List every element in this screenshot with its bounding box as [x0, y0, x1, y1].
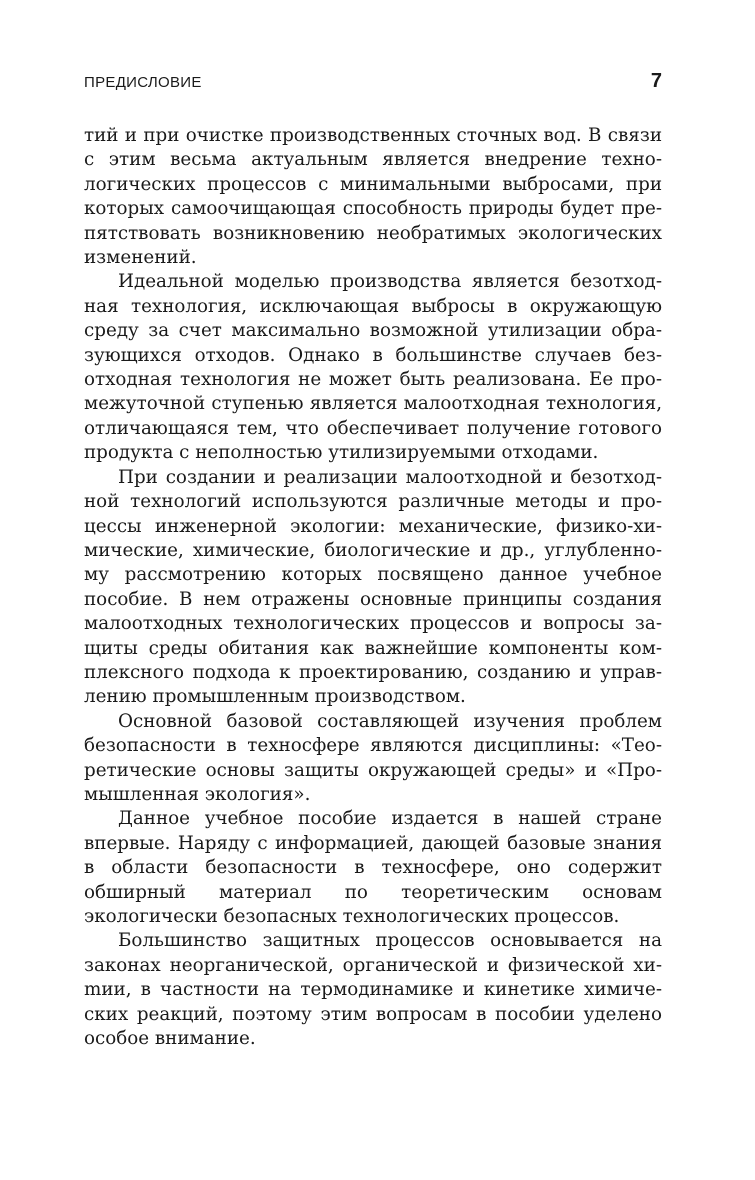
- paragraph: При создании и реализации малоотходной и безотходной технологий используются различные методы и процессы инженерной экологии: механические, физико-химические, химические, биологические и др., углубленному рассмотрению которых посвящено данное учебное пособие. В нем отражены основные принципы создания малоотходных технологических процессов и вопросы защиты среды обитания как важнейшие компоненты комплексного подхода к проектированию, созданию и управлению промышленным производством.: [84, 466, 662, 708]
- body-text: [84, 124, 662, 1051]
- paragraph: Большинство защитных процессов основывается на законах неорганической, органической и физической хиmии, в частности на термодинамике и кинетике химических реакций, поэтому этим вопросам в пособии уделено особое внимание.: [84, 930, 662, 1050]
- paragraph: тий и при очистке производственных сточных вод. В связи с этим весьма актуальным является внедрение технологических процессов с минимальными выбросами, при которых самоочищающая способность природы будет препятствовать возникновению необратимых экологических изменений.: [84, 125, 662, 269]
- page-header: [84, 72, 662, 96]
- paragraph: Идеальной моделью производства является безотходная технология, исключающая выбросы в окружающую среду за счет максимально возможной утилизации образующихся отходов. Однако в большинстве случаев безотходная технология не может быть реализована. Ее промежуточной ступенью является малоотходная технология, отличающаяся тем, что обеспечивает получение готового продукта с неполностью утилизируемыми отходами.: [84, 271, 662, 464]
- running-title: ПРЕДИСЛОВИЕ: [84, 74, 202, 91]
- paragraph: Основной базовой составляющей изучения проблем безопасности в техносфере являются дисциплины: «Теоретические основы защиты окружающей среды» и «Промышленная экология».: [84, 710, 662, 805]
- paragraph: Данное учебное пособие издается в нашей стране впервые. Наряду с информацией, дающей базовые знания в области безопасности в техносфере, оно содержит обширный материал по теоретическим основам экологически безопасных технологических процессов.: [84, 808, 662, 927]
- page-number: 7: [650, 70, 662, 92]
